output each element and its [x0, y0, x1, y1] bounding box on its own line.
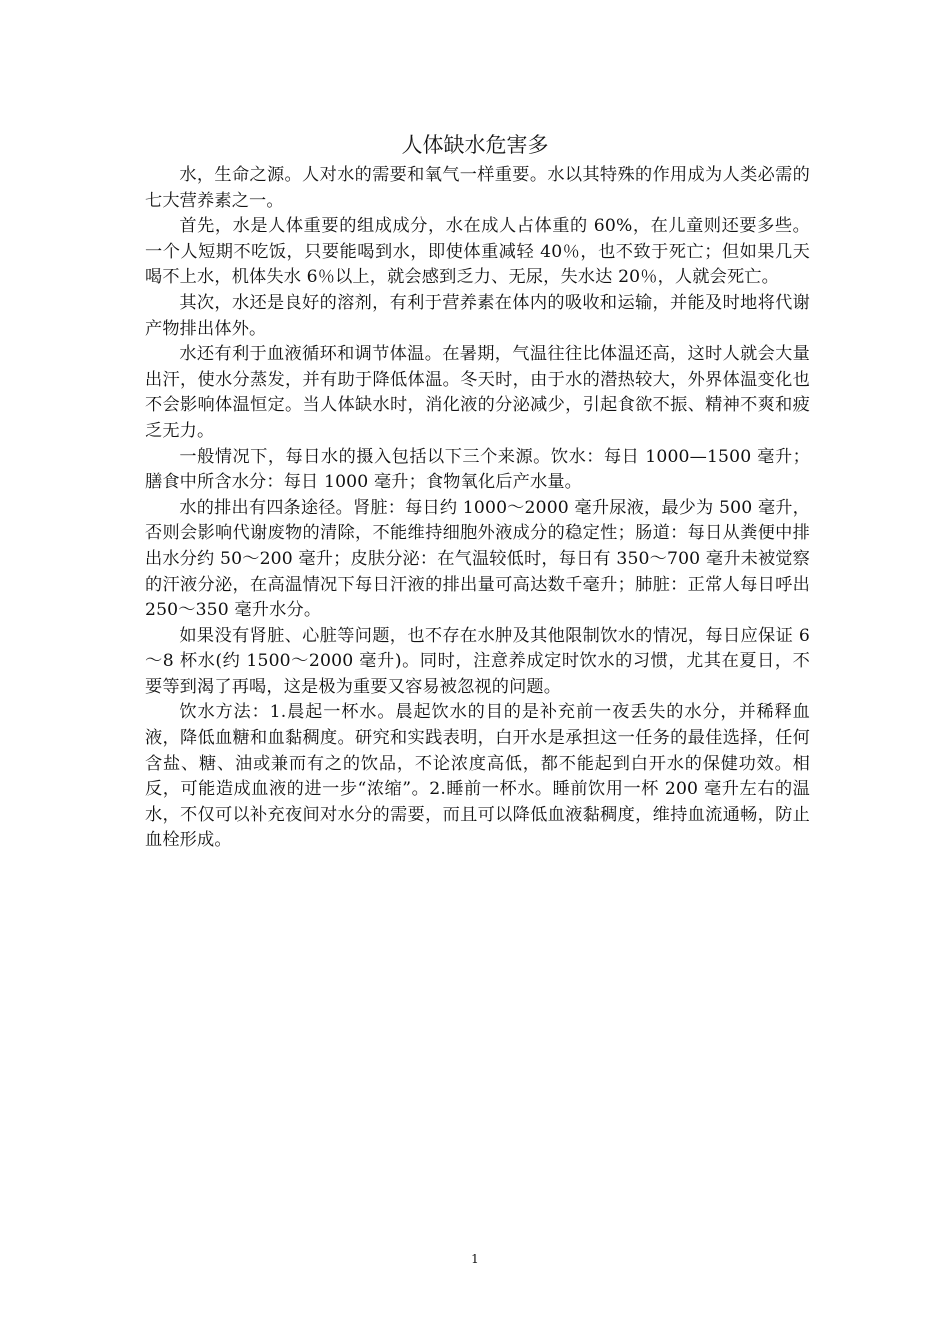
- paragraph-intake: 一般情况下，每日水的摄入包括以下三个来源。饮水：每日 1000—1500 毫升；膳食中所含水分：每日 1000 毫升；食物氧化后产水量。: [145, 446, 810, 493]
- paragraph-intro: 水，生命之源。人对水的需要和氧气一样重要。水以其特殊的作用成为人类必需的七大营养素之一。: [145, 165, 810, 211]
- paragraph-circulation: 水还有利于血液循环和调节体温。在暑期，气温往往比体温还高，这时人就会大量出汗，使水分蒸发，并有助于降低体温。冬天时，由于水的潜热较大，外界体温变化也不会影响体温恒定。当人体缺水时，消化液的分泌减少，引起食欲不振、精神不爽和疲乏无力。: [145, 344, 810, 441]
- page-title: 人体缺水危害多: [401, 133, 549, 157]
- paragraph-solvent: 其次，水还是良好的溶剂，有利于营养素在体内的吸收和运输，并能及时地将代谢产物排出体外。: [145, 292, 810, 339]
- page-number: 1: [471, 1252, 479, 1266]
- paragraph-drinking-method: 饮水方法：1.晨起一杯水。晨起饮水的目的是补充前一夜丢失的水分，并稀释血液，降低血糖和血黏稠度。研究和实践表明，白开水是承担这一任务的最佳选择，任何含盐、糖、油或兼而有之的饮品，不论浓度高低，都不能起到白开水的保健功效。相反，可能造成血液的进一步“浓缩”。2.睡前一杯水。睡前饮用一杯 200 毫升左右的温水，不仅可以补充夜间对水分的需要，而且可以降低血液黏稠度，维持血流通畅，防止血栓形成。: [145, 702, 810, 851]
- paragraph-daily-amount: 如果没有肾脏、心脏等问题，也不存在水肿及其他限制饮水的情况，每日应保证 6～8 杯水(约 1500～2000 毫升)。同时，注意养成定时饮水的习惯，尤其在夏日，不要等到渴了再喝，这是极为重要又容易被忽视的问题。: [145, 625, 810, 697]
- document-body: [145, 163, 810, 854]
- paragraph-excretion: 水的排出有四条途径。肾脏：每日约 1000～2000 毫升尿液，最少为 500 毫升，否则会影响代谢废物的清除，不能维持细胞外液成分的稳定性；肠道：每日从粪便中排出水分约 50～200 毫升；皮肤分泌：在气温较低时，每日有 350～700 毫升未被觉察的汗液分泌，在高温情况下每日汗液的排出量可高达数千毫升；肺脏：正常人每日呼出250～350 毫升水分。: [145, 497, 810, 621]
- paragraph-body-composition: 首先，水是人体重要的组成成分，水在成人占体重的 60%，在儿童则还要多些。一个人短期不吃饭，只要能喝到水，即使体重减轻 40％，也不致于死亡；但如果几天喝不上水，机体失水 6％以上，就会感到乏力、无尿，失水达 20％，人就会死亡。: [145, 216, 810, 288]
